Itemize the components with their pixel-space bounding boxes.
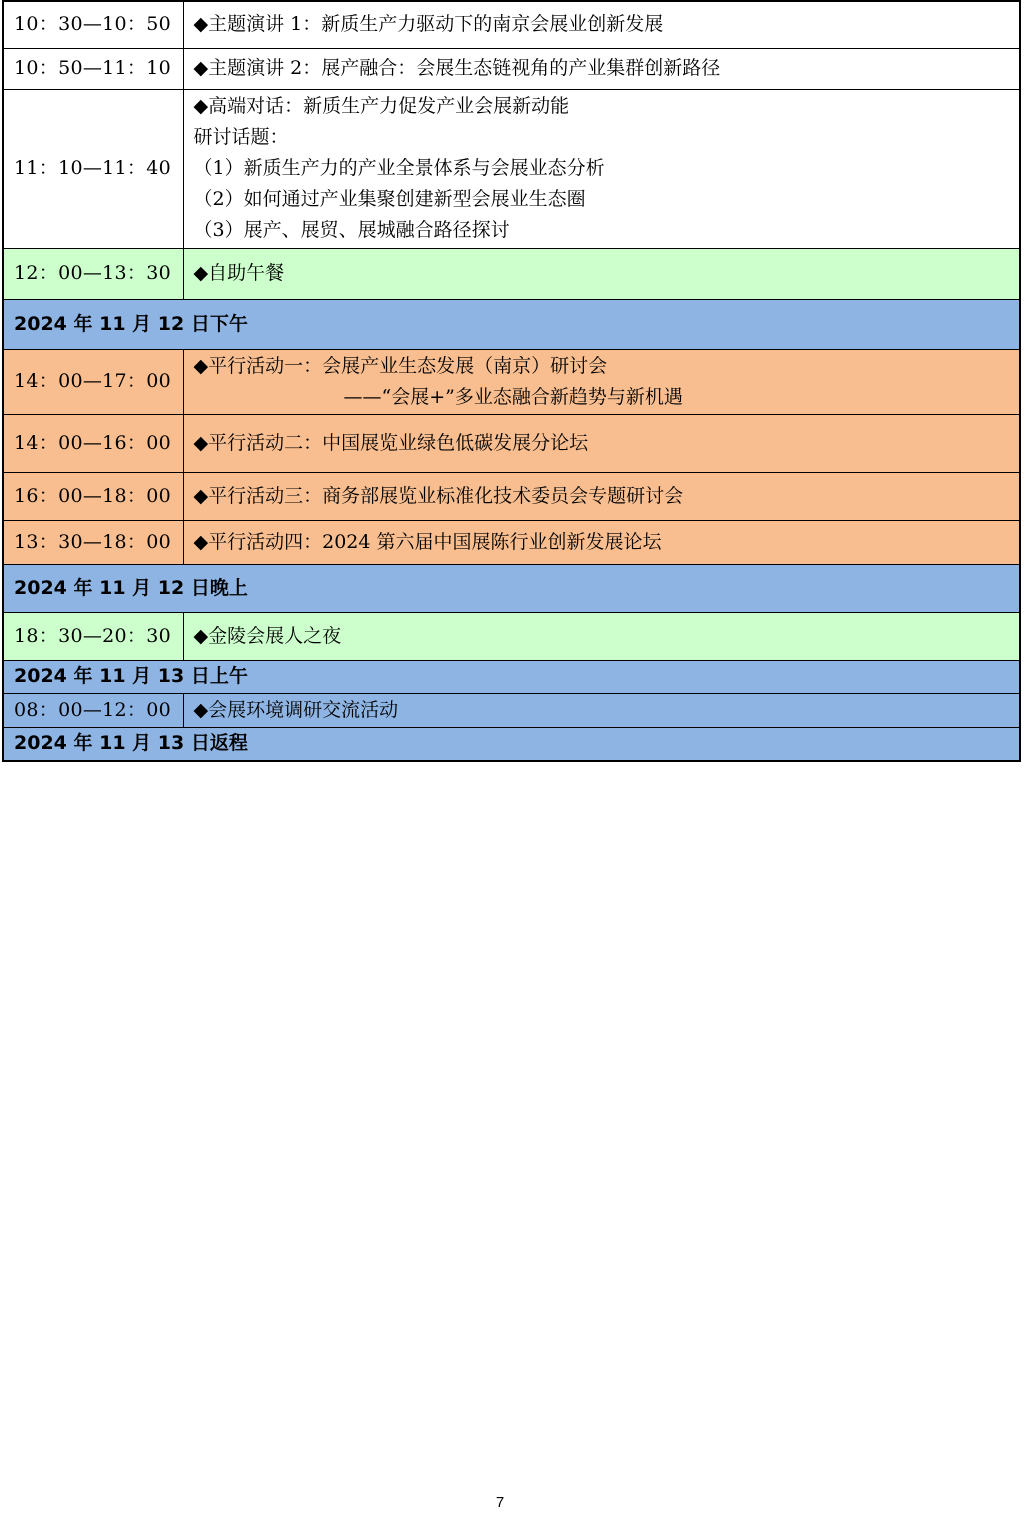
activity-cell bbox=[183, 89, 1020, 248]
activity-cell bbox=[183, 693, 1020, 727]
time-cell: 12：00—13：30 bbox=[3, 248, 183, 299]
page-number: 7 bbox=[495, 1494, 505, 1511]
section-title: 2024 年 11 月 13 日返程 bbox=[3, 727, 1020, 761]
activity-text: ◆主题演讲 1：新质生产力驱动下的南京会展业创新发展 bbox=[193, 13, 664, 36]
activity-cell bbox=[183, 414, 1020, 472]
activity-cell bbox=[183, 520, 1020, 564]
activity-text: ◆平行活动二：中国展览业绿色低碳发展分论坛 bbox=[193, 431, 589, 454]
time-cell: 10：30—10：50 bbox=[3, 1, 183, 48]
table-row bbox=[3, 520, 1020, 564]
discussion-label: 研讨话题： bbox=[193, 126, 289, 148]
section-header-row bbox=[3, 299, 1020, 349]
section-title: 2024 年 11 月 12 日下午 bbox=[3, 299, 1020, 349]
schedule-table bbox=[2, 0, 1021, 762]
time-cell: 08：00—12：00 bbox=[3, 693, 183, 727]
time-cell: 14：00—17：00 bbox=[3, 349, 183, 414]
activity-text: ◆自助午餐 bbox=[193, 262, 285, 284]
discussion-topic: （2）如何通过产业集聚创建新型会展业生态圈 bbox=[193, 188, 586, 210]
discussion-topic: （1）新质生产力的产业全景体系与会展业态分析 bbox=[193, 157, 605, 179]
activity-text: ◆平行活动一：会展产业生态发展（南京）研讨会 bbox=[193, 354, 608, 377]
activity-cell bbox=[183, 1, 1020, 48]
activity-subtitle: ——“会展+”多业态融合新趋势与新机遇 bbox=[343, 385, 683, 408]
time-cell: 14：00—16：00 bbox=[3, 414, 183, 472]
time-cell: 18：30—20：30 bbox=[3, 612, 183, 660]
activity-text: ◆主题演讲 2：展产融合：会展生态链视角的产业集群创新路径 bbox=[193, 57, 721, 79]
table-row bbox=[3, 612, 1020, 660]
section-title: 2024 年 11 月 13 日上午 bbox=[3, 660, 1020, 693]
activity-text: ◆高端对话：新质生产力促发产业会展新动能 bbox=[193, 95, 570, 117]
activity-cell bbox=[183, 349, 1020, 414]
table-row bbox=[3, 349, 1020, 414]
activity-text: ◆平行活动四：2024 第六届中国展陈行业创新发展论坛 bbox=[193, 530, 662, 553]
time-cell: 13：30—18：00 bbox=[3, 520, 183, 564]
section-header-row bbox=[3, 564, 1020, 612]
table-row bbox=[3, 89, 1020, 248]
section-header-row bbox=[3, 660, 1020, 693]
section-header-row bbox=[3, 727, 1020, 761]
activity-text: ◆平行活动三：商务部展览业标准化技术委员会专题研讨会 bbox=[193, 484, 684, 507]
activity-cell bbox=[183, 612, 1020, 660]
activity-text: ◆金陵会展人之夜 bbox=[193, 624, 342, 647]
table-row bbox=[3, 472, 1020, 520]
table-row bbox=[3, 414, 1020, 472]
section-title: 2024 年 11 月 12 日晚上 bbox=[3, 564, 1020, 612]
discussion-topic: （3）展产、展贸、展城融合路径探讨 bbox=[193, 219, 510, 241]
time-cell: 10：50—11：10 bbox=[3, 48, 183, 89]
time-cell: 16：00—18：00 bbox=[3, 472, 183, 520]
table-row bbox=[3, 1, 1020, 48]
activity-cell bbox=[183, 248, 1020, 299]
table-row bbox=[3, 248, 1020, 299]
table-row bbox=[3, 48, 1020, 89]
activity-text: ◆会展环境调研交流活动 bbox=[193, 698, 399, 721]
activity-cell bbox=[183, 48, 1020, 89]
time-cell: 11：10—11：40 bbox=[3, 89, 183, 248]
activity-cell bbox=[183, 472, 1020, 520]
table-row bbox=[3, 693, 1020, 727]
